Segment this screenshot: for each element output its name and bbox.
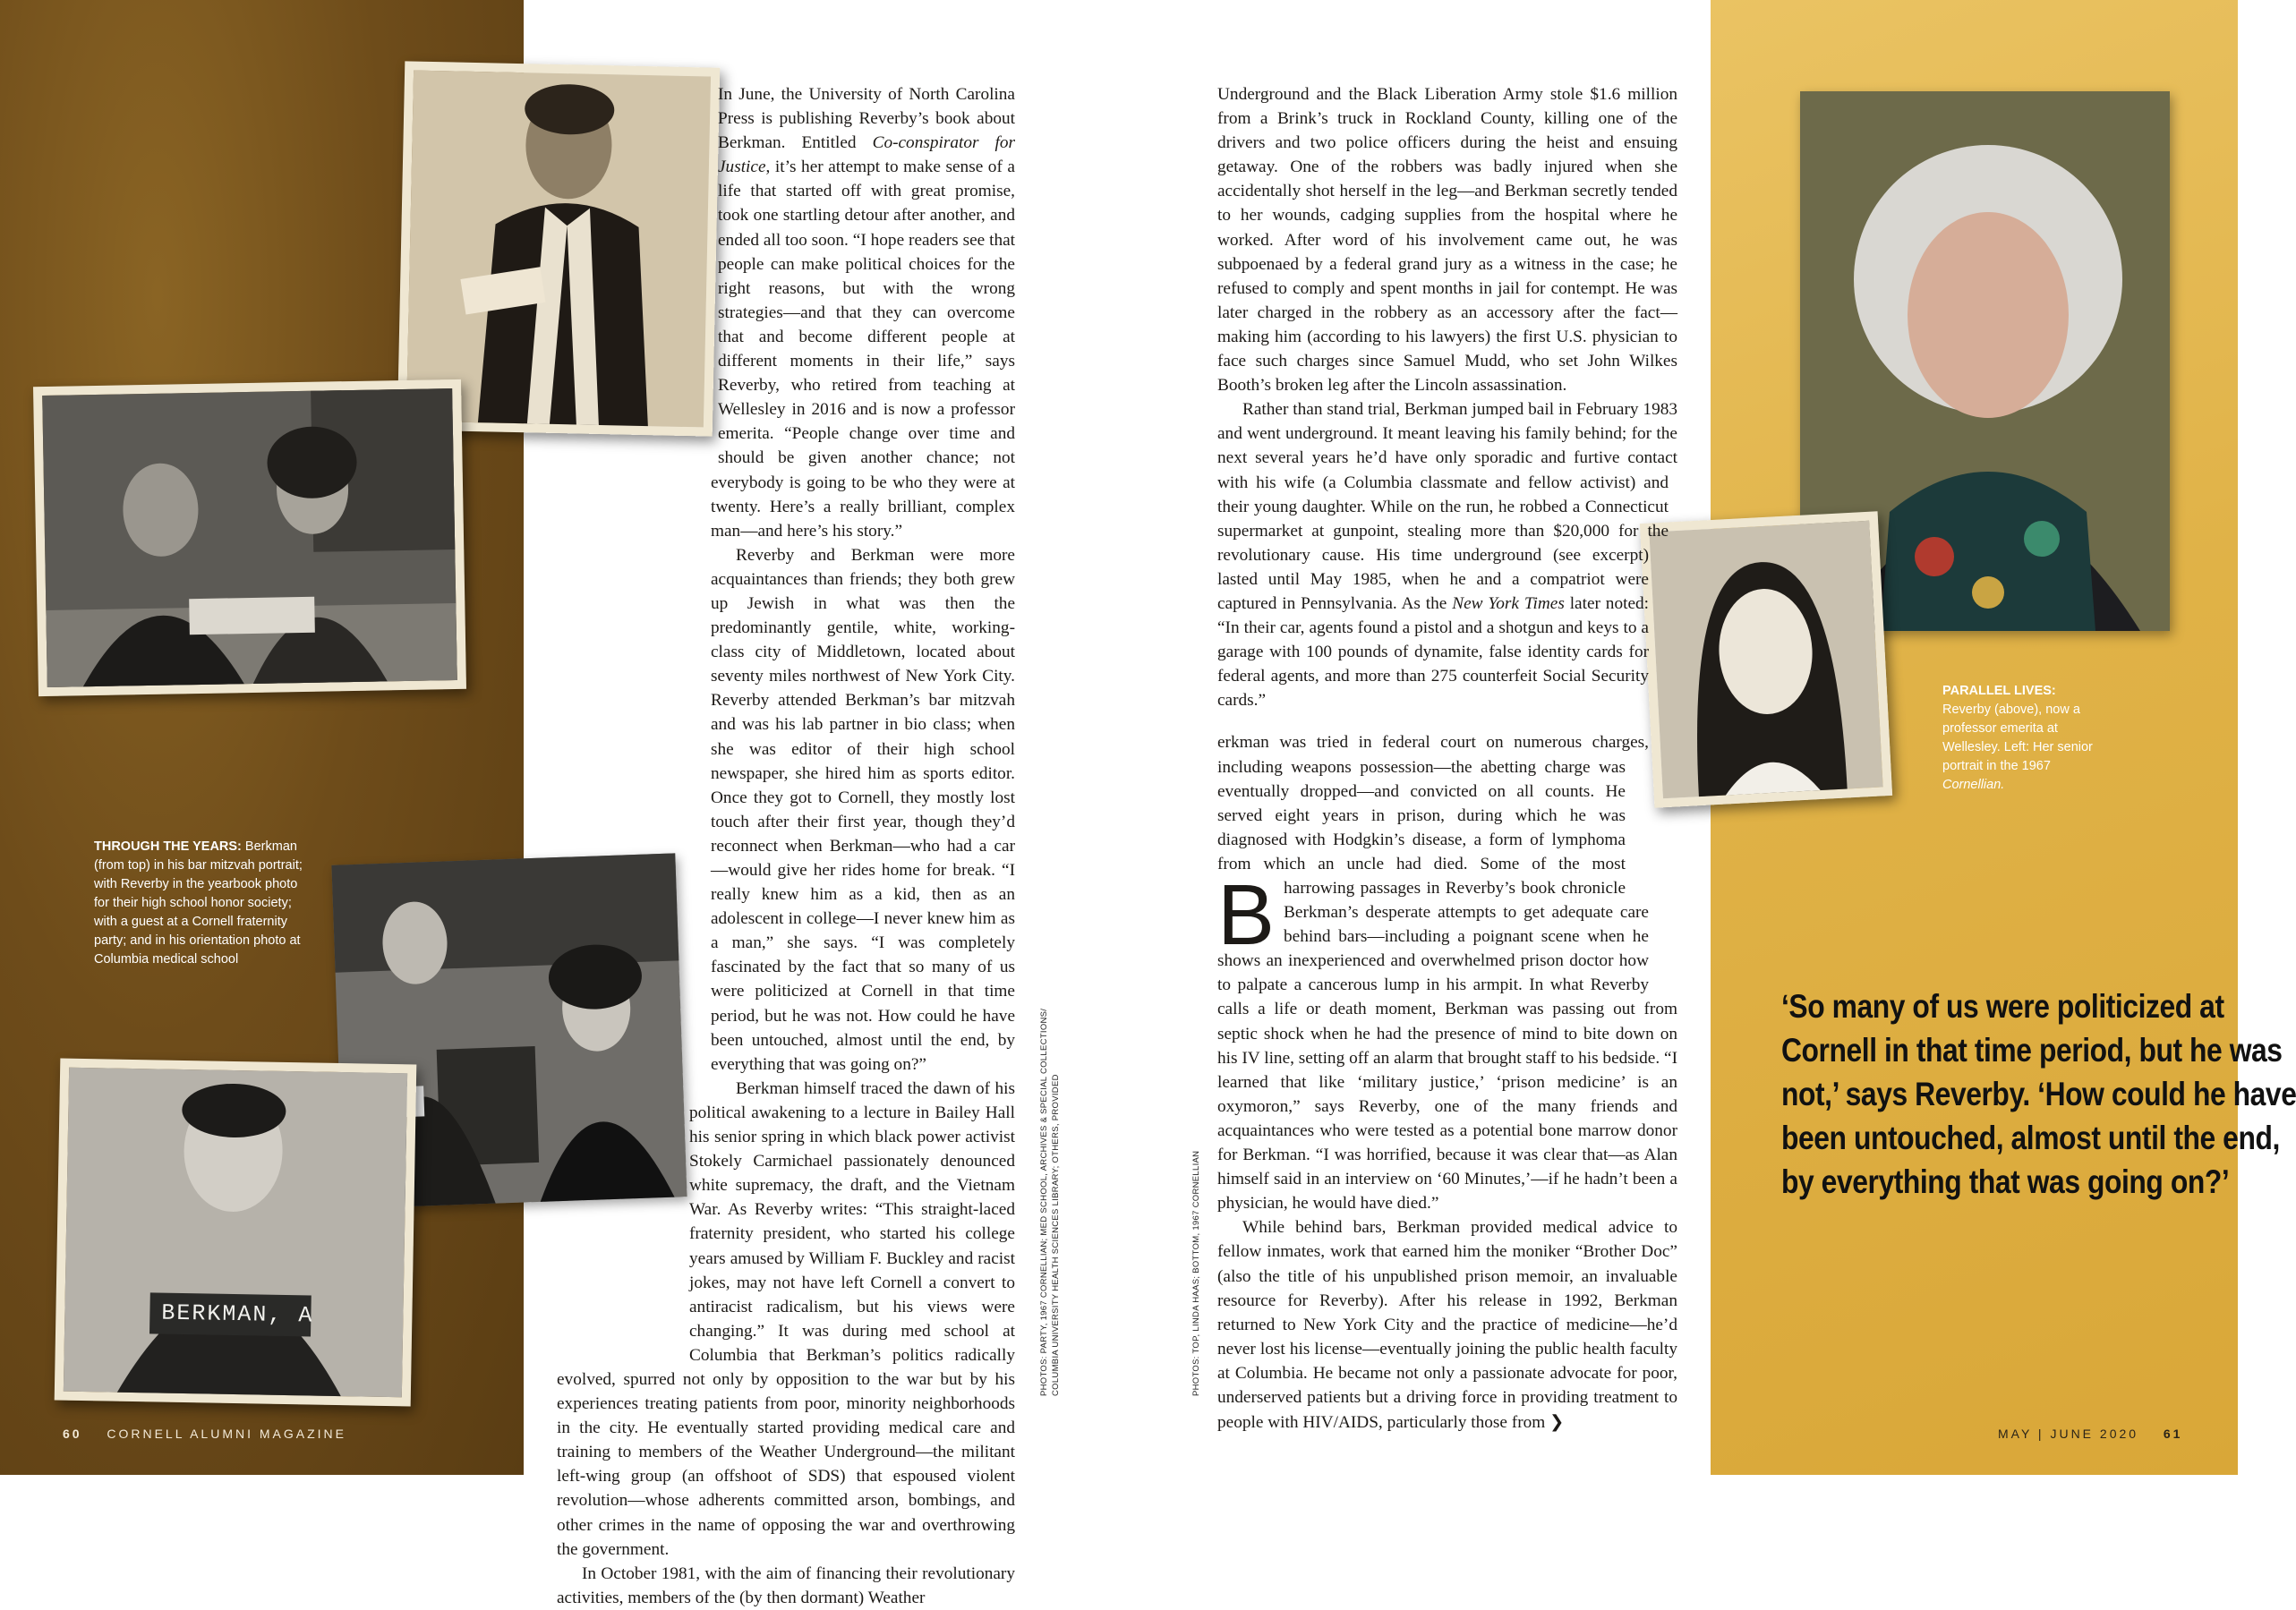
paragraph-text-b: later noted: “In their car, agents found a pistol and a shotgun and keys to a garage with 100 pounds of dynamite, false identity cards for federal agents, and more than 275 counterfeit Social Security cards.”: [1217, 593, 1649, 711]
credit-line: PHOTOS: PARTY, 1967 CORNELLIAN; MED SCHOOL, ARCHIVES & SPECIAL COLLECTIONS/: [1039, 1008, 1049, 1396]
drop-cap: B: [1217, 867, 1276, 963]
credit-line: COLUMBIA UNIVERSITY HEALTH SCIENCES LIBRARY; OTHERS, PROVIDED: [1051, 1074, 1061, 1396]
paragraph: Berkman himself traced the dawn of his political awakening to a lecture in Bailey Hall his senior spring in which black power activist Stokely Carmichael passionately denounced white supremacy, the draft, and the Vietnam War. As Reverby writes: “This straight-laced fraternity president, who started his college years amused by William F. Buckley and racist jokes, may not have left Cornell a convert to antiracist radicalism, but his views were changing.” It was during med school at Columbia that Berkman’s politics radically evolved, spurred not only by opposition to the war but by his experiences treating patients from poor, minority neighborhoods in the city. He eventually started providing medical care and training to members of the Weather Underground—the militant left-wing group (an offshoot of SDS) that espoused violent revolution—whose adherents committed arson, bombings, and other crimes in the name of opposing the war and overthrowing the government.: [557, 1078, 1015, 1559]
newspaper-title: New York Times: [1452, 593, 1565, 613]
paragraph: Underground and the Black Liberation Army stole $1.6 million from a Brink’s truck in Rockland County, killing one of the drivers and two police officers during the heist and ensuing getaway. One of the robbers was badly injured when she accidentally shot herself in the leg—and Berkman secretly tended to her wounds, cadging supplies from the hospital where he worked. After word of his involvement came out, he was subpoenaed by a federal grand jury as a witness in the case; he refused to comply and spent months in jail for contempt. He was later charged in the robbery as an accessory after the fact—making him (according to his lawyers) the first U.S. physician to face such charges since Samuel Mudd, who set John Wilkes Booth’s broken leg after the Lincoln assassination.: [1217, 85, 1677, 396]
intro-text-b: , it’s her attempt to make sense of a life that started off with great promise, took one startling detour after another, and ended all too soon. “I hope readers see that people can make political choices for the right reasons, but with the wrong strategies—and that they can overcome that and become different people at different moments in their life,” says Reverby, who retired from teaching at Wellesley in 2016 and is now a professor emerita. “People change over time and should be given another chance; not everybody is going to be who they were at twenty. Here’s a really brilliant, complex man—and here’s his story.”: [711, 158, 1015, 541]
pull-quote-line: ‘So many of us were politicized at: [1781, 988, 2224, 1025]
senior-portrait-photo: [1640, 511, 1892, 807]
through-the-years-caption: [94, 838, 304, 969]
paragraph-text: erkman was tried in federal court on numerous charges, including weapons possession—the abetting charge was eventually dropped—and convicted on all counts. He served eight years in prison, during which he was diagnosed with Hodgkin’s disease, a form of lymphoma from which an uncle had died. Some of the most harrowing passages in Reverby’s book chronicle Berkman’s desperate attempts to get adequate care behind bars—including a poignant scene when he shows an inexperienced and overwhelmed prison doctor how to palpate a cancerous lump in his armpit. In what Reverby calls a life or death moment, Berkman was passing out from septic shock when he had the presence of mind to bite down on his IV line, setting off an alarm that brought staff to his bedside. “I learned that like ‘military justice,’ ‘prison medicine’ is an oxymoron,” says Reverby, one of the many friends and acquaintances who were tested as a potential bone marrow donor for Berkman. “I was horrified, because it was clear that—as Alan himself said in an interview on ‘60 Minutes,’—if he hadn’t been a physician, he would have died.”: [1217, 733, 1677, 1214]
parallel-lives-caption: [1942, 682, 2095, 795]
continue-arrow-icon: ❯: [1549, 1411, 1565, 1433]
issue-date: MAY | JUNE 2020: [1998, 1427, 2139, 1441]
paragraph-text: While behind bars, Berkman provided medical advice to fellow inmates, work that earned him the moniker “Brother Doc” (also the title of his unpublished prison memoir, an invaluable resource for Reverby). After his release in 1992, Berkman returned to New York City and the practice of medicine—he’d never lost his license—eventually joining the public health faculty at Columbia. He became not only a passionate advocate for poor, underserved patients but a driving force in providing treatment to people with HIV/AIDS, particularly those from: [1217, 1218, 1677, 1433]
book-title: Co-conspirator for Justice: [718, 133, 1015, 177]
pull-quote-line: not,’ says Reverby. ‘How could he have: [1781, 1076, 2296, 1112]
article-column-2: [1217, 82, 1677, 1435]
intro-text-a: In June, the University of North Carolina Press is publishing Reverby’s book about Berkman. Entitled: [718, 85, 1015, 153]
pull-quote-line: been untouched, almost until the end,: [1781, 1120, 2280, 1156]
credit-line: PHOTOS: TOP, LINDA HAAS; BOTTOM, 1967 CORNELLIAN: [1191, 1150, 1201, 1396]
photo-credit-left: [1038, 1009, 1062, 1396]
article-column-1: [557, 82, 1015, 1610]
name-sign-text: BERKMAN, A: [161, 1299, 314, 1329]
pull-quote-line: Cornell in that time period, but he was: [1781, 1032, 2283, 1069]
paragraph: In October 1981, with the aim of financing their revolutionary activities, members of the (by then dormant) Weather: [557, 1563, 1015, 1607]
caption-body: Reverby (above), now a professor emerita at Wellesley. Left: Her senior portrait in the 1967: [1942, 703, 2093, 773]
caption-lead: THROUGH THE YEARS:: [94, 839, 242, 854]
paragraph-text-a: Rather than stand trial, Berkman jumped bail in February 1983 and went underground. It meant leaving his family behind; for the next several years he’d have only sporadic and furtive contact with his wife (a Columbia classmate and fellow activist) and their young daughter. While on the run, he robbed a Connecticut supermarket at gunpoint, stealing more than $20,000 for the revolutionary cause. His time underground (see excerpt) lasted until May 1985, when he and a compatriot were captured in Pennsylvania. As the: [1217, 400, 1677, 613]
page-number-right: 61: [2163, 1427, 2183, 1441]
caption-italic: Cornellian.: [1942, 778, 2005, 792]
caption-body: Berkman (from top) in his bar mitzvah portrait; with Reverby in the yearbook photo for their high school honor society; with a guest at a Cornell fraternity party; and in his orientation photo at Columbia medical school: [94, 839, 303, 967]
folio-left: [63, 1427, 346, 1441]
pull-quote: [1781, 984, 2296, 1204]
yearbook-honor-society-photo: [33, 379, 466, 696]
photo-credit-right: [1191, 1151, 1202, 1396]
paragraph: Reverby and Berkman were more acquaintances than friends; they both grew up Jewish in what was then the predominantly gentile, white, working-class city of Middletown, located about seventy miles northwest of New York City. Reverby attended Berkman’s bar mitzvah and was his lab partner in bio class; when she was editor of their high school newspaper, she hired him as sports editor. Once they got to Cornell, they mostly lost touch after their first year, though they’d reconnect when Berkman—who had a car—would give her rides home for break. “I really knew him as a kid, then as an adolescent in college—I never knew him as a man,” she says. “I was completely fascinated by the fact that so many of us were politicized at Cornell in that time period, but he was not. How could he have been untouched, almost until the end, by everything that was going on?”: [711, 545, 1015, 1074]
pull-quote-line: by everything that was going on?’: [1781, 1163, 2230, 1200]
caption-lead: PARALLEL LIVES:: [1942, 684, 2056, 698]
folio-right: [1998, 1427, 2182, 1441]
magazine-title: CORNELL ALUMNI MAGAZINE: [107, 1427, 346, 1441]
med-school-orientation-photo: [55, 1059, 417, 1407]
page-number-left: 60: [63, 1427, 82, 1441]
